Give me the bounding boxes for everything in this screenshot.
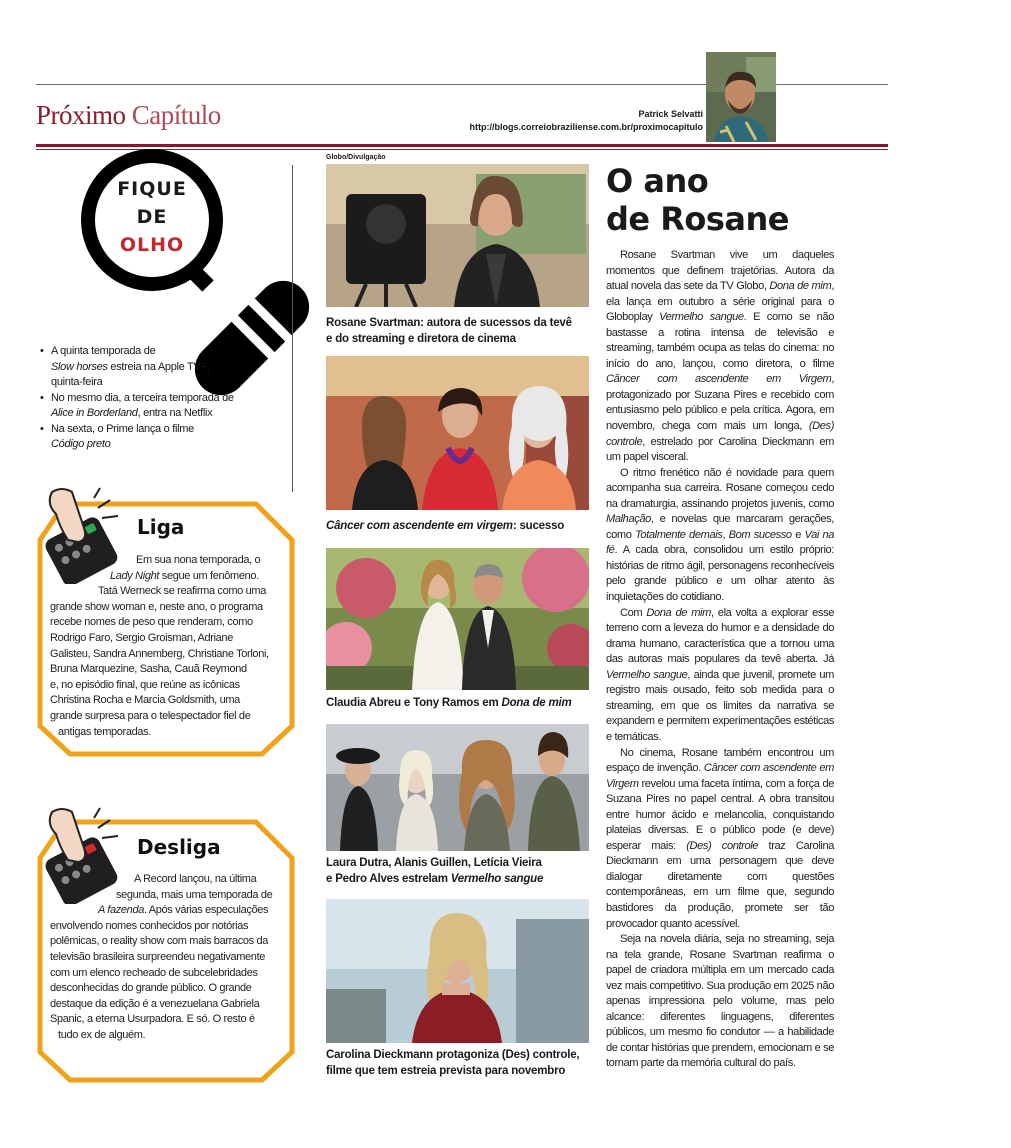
photo-des-controle — [326, 899, 589, 1043]
fique-de-olho-list — [40, 344, 290, 453]
item-text: A quinta temporada de — [51, 345, 156, 357]
title: Vai na fé — [606, 528, 834, 557]
liga-line: Em sua nona temporada, o — [136, 554, 261, 566]
liga-line: Bruna Marquezine, Sasha, Cauã Reymond — [50, 663, 247, 676]
text: , ela volta a explorar esse terreno com a leveza do humor e a densidade do drama humano, característica que a tornou uma das autoras mais populares da tevê aberta. Já — [606, 606, 834, 666]
caption-line: e do streaming e diretora de cinema — [326, 332, 516, 345]
article-body — [606, 248, 834, 1072]
headline-line: O ano — [606, 162, 709, 200]
author-photo — [706, 52, 776, 142]
liga-line: recebe nomes de peso que renderam, como — [50, 616, 253, 629]
headline-line: de Rosane — [606, 200, 789, 238]
item-title: Slow horses — [51, 360, 108, 373]
caption-rosane — [326, 316, 590, 347]
liga-line: Rodrigo Faro, Sergio Groisman, Adriane — [50, 631, 233, 644]
item-text: Na sexta, o Prime lança o filme — [51, 422, 194, 435]
desliga-title: Desliga — [137, 835, 221, 859]
series-title: Vermelho sangue — [450, 872, 544, 885]
article-paragraph: Seja na novela diária, seja no streaming, seja na tela grande, Rosane Svartman reafirma o papel de criadora múltipla em um mercado cada vez mais competitivo. Sua produção em 2025 não apenas impressiona pelo volume, mas pelo alcance: diferentes linguagens, diferentes públicos, um mesmo fio condutor — a habilidade de contar histórias que prendem, emocionam e se tornam parte da memória cultural do país. — [606, 933, 834, 1070]
caption-line: Laura Dutra, Alanis Guillen, Letícia Vieira — [326, 857, 542, 869]
caption-des-controle — [326, 1048, 590, 1079]
photo-cancer-ascendente — [326, 356, 589, 510]
caption-line: filme que tem estreia prevista para novembro — [326, 1064, 566, 1077]
liga-line-text: segue um fenômeno. — [159, 569, 259, 582]
column-divider — [292, 165, 293, 492]
title: Vermelho sangue — [606, 668, 688, 681]
author-block — [469, 108, 703, 134]
desliga-line: A Record lançou, na última — [134, 873, 257, 885]
de-word: DE — [136, 206, 168, 228]
list-item — [40, 422, 290, 453]
caption-line: Rosane Svartman: autora de sucessos da tevê — [326, 317, 572, 329]
caption-dona-de-mim — [326, 696, 590, 712]
desliga-line: envolvendo nomes conhecidos por notórias — [50, 919, 249, 932]
desliga-line: desconhecidas do grande público. O grande — [50, 982, 252, 995]
desliga-line — [50, 903, 282, 919]
show-title: A fazenda — [98, 904, 144, 917]
item-text: No mesmo dia, a terceira temporada de — [51, 391, 234, 404]
text: traz Carolina Dieckmann em uma personagem que deve dialogar diretamente com questões contemporâneas, em um filme que, segundo bastidores da produção, promete ser tão provocador quanto acessível. — [606, 839, 834, 930]
photo-rosane-svartman — [326, 164, 589, 307]
desliga-line: destaque da edição é a venezuelana Gabriela — [50, 997, 260, 1010]
section-title — [36, 100, 221, 131]
author-url[interactable]: http://blogs.correiobraziliense.com.br/proximocapitulo — [469, 122, 703, 132]
text: e — [791, 528, 805, 541]
olho-word: OLHO — [119, 234, 185, 256]
show-title: Lady Night — [110, 569, 160, 582]
text: Rosane Svartman vive um daqueles momentos que definem trajetórias. Autora da atual novela das sete da TV Globo, — [606, 249, 834, 293]
caption-text: e Pedro Alves estrelam — [326, 872, 451, 885]
text: , e novelas que marcaram gerações, como — [606, 513, 834, 541]
item-title: Código preto — [51, 438, 111, 450]
movie-title: Câncer com ascendente em virgem — [326, 520, 513, 532]
caption-line: Carolina Dieckmann protagoniza (Des) controle, — [326, 1049, 580, 1061]
caption-text: : sucesso — [512, 520, 565, 532]
item-text: quinta-feira — [51, 376, 103, 388]
text: . E como se não bastasse a rotina intensa de televisão e streaming, também ocupa as telas do cinema: no início do ano, lançou, como diretora, o filme — [606, 311, 834, 370]
article-headline — [606, 162, 789, 238]
title: (Des) controle — [686, 839, 759, 852]
caption-text: Claudia Abreu e Tony Ramos em — [326, 697, 502, 709]
list-item — [40, 344, 290, 391]
liga-line — [50, 569, 280, 585]
caption-vermelho-sangue — [326, 856, 590, 887]
text: O ritmo frenético não é novidade para quem acompanha sua carreira. Rosane começou cedo na dramaturgia, assinando projetos juvenis, como — [606, 466, 834, 510]
item-title: Alice in Borderland — [51, 407, 138, 419]
title: Dona de mim — [646, 606, 711, 619]
caption-line — [326, 872, 590, 888]
desliga-line: tudo ex de alguém. — [58, 1028, 146, 1041]
title: (Des) controle — [606, 420, 834, 448]
text: . A cada obra, consolidou um estilo próprio: histórias de ritmo ágil, personagens reconhecíveis pelo grande público e um olhar atento às inquietações do cotidiano. — [606, 544, 834, 604]
caption-cancer — [326, 519, 590, 535]
title: Totalmente demais — [635, 528, 723, 541]
liga-line: grande surpresa para o telespectador fiel de — [50, 709, 251, 722]
article-paragraph — [606, 466, 834, 606]
liga-line: Tatá Werneck se reafirma como uma — [98, 585, 266, 598]
desliga-line: televisão brasileira surpreendeu negativamente — [50, 950, 266, 963]
header-bottom-rule — [36, 144, 888, 147]
liga-line: antigas temporadas. — [58, 725, 152, 738]
desliga-line-text: . Após várias especulações — [143, 904, 269, 917]
photo-credit: Globo/Divulgação — [326, 154, 386, 161]
title: Malhação — [606, 513, 651, 526]
title: Câncer com ascendente em Virgem — [606, 373, 832, 386]
title: Câncer com ascendente em Virgem — [606, 762, 834, 790]
photo-vermelho-sangue — [326, 724, 589, 851]
liga-text — [50, 553, 280, 740]
article-paragraph — [606, 746, 834, 933]
photo-dona-de-mim — [326, 548, 589, 690]
desliga-line: Spanic, a eterna Usurpadora. E só. O resto é — [50, 1013, 255, 1026]
text: , estrelado por Carolina Dieckmann em um papel visceral. — [606, 435, 834, 464]
desliga-text — [50, 872, 282, 1044]
article-paragraph — [606, 606, 834, 746]
desliga-line: polêmicas, o reality show com mais barracos da — [50, 935, 269, 948]
desliga-line: segunda, mais uma temporada de — [116, 888, 273, 901]
text: No cinema, Rosane também encontrou um espaço de invenção. — [606, 746, 834, 775]
liga-line: grande show woman e, neste ano, o programa — [50, 600, 263, 613]
article-paragraph — [606, 248, 834, 466]
text: , — [722, 528, 729, 541]
text: revelou uma faceta íntima, com a força de Suzana Pires no papel central. A obra transitou entre humor ácido e melancolia, conquistando plateias diversas. E o público pode (e deve) esperar mais: — [606, 777, 834, 852]
text: , ainda que juvenil, promete um registro mais ousado, feito sob medida para o streaming, em que os limites da narrativa se expandem e permitem experimentações estéticas e temáticas. — [606, 668, 834, 743]
liga-title: Liga — [137, 515, 185, 539]
list-item — [40, 391, 290, 422]
section-title-part-2: Capítulo — [131, 100, 221, 130]
item-text: , entra na Netflix — [137, 407, 213, 419]
text: Com — [620, 606, 647, 619]
text: , protagonizado por Suzana Pires e recebido com entusiasmo pelo público e pela crítica. Agora, em novembro, chega com mais um longa, — [606, 373, 834, 433]
novela-title: Dona de mim — [501, 697, 572, 709]
title: Dona de mim — [769, 280, 832, 293]
fique-word: FIQUE — [117, 178, 187, 200]
author-name: Patrick Selvatti — [638, 109, 703, 119]
liga-line: Galisteu, Sandra Annemberg, Christiane Torloni, — [50, 647, 269, 660]
desliga-line: com um elenco recheado de subcelebridades — [50, 966, 258, 979]
section-title-part-1: Próximo — [36, 100, 126, 130]
title: Bom sucesso — [728, 528, 792, 541]
title: Vermelho sangue — [659, 311, 744, 324]
liga-line: e, no episódio final, que reúne as icônicas — [50, 678, 240, 691]
item-text: estreia na Apple TV+, — [107, 360, 210, 373]
text: , ela lança em outubro a série original para o Globoplay — [606, 280, 834, 324]
liga-line: Christina Rocha e Marcia Goldsmith, uma — [50, 694, 240, 707]
